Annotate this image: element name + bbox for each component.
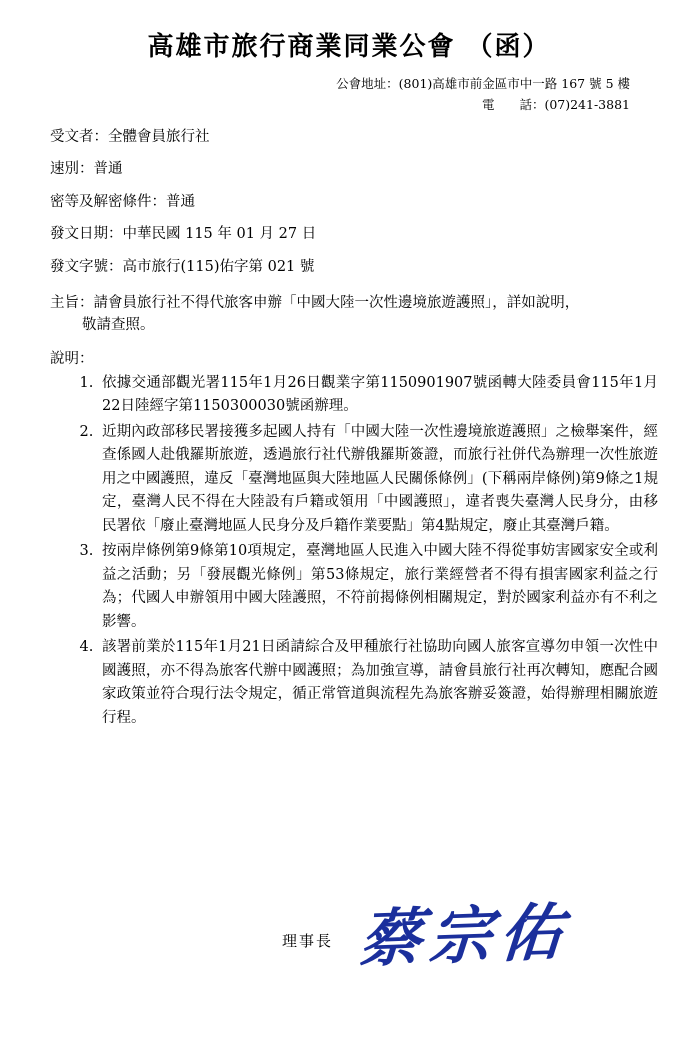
subject-block: [50, 292, 658, 337]
page-title: 高雄市旅行商業同業公會 （函）: [147, 32, 551, 62]
field-recipient: 受文者：全體會員旅行社: [50, 128, 210, 145]
field-document-number: 發文字號：高市旅行(115)佑字第 021 號: [50, 258, 315, 275]
association-phone: 電 話：(07)241-3881: [481, 97, 630, 113]
field-classification: 密等及解密條件：普通: [50, 193, 195, 210]
explanation-list: [40, 372, 658, 730]
subject-line-1: 主旨：請會員旅行社不得代旅客申辦「中國大陸一次性邊境旅遊護照」，詳如說明，: [50, 295, 580, 311]
association-contact-block: [40, 73, 630, 116]
signature-name: 蔡宗佑: [356, 895, 573, 976]
list-item: 3. 按兩岸條例第9條第10項規定，臺灣地區人民進入中國大陸不得從事妨害國家安全或利益之活動；另「發展觀光條例」第53條規定，旅行業經營者不得有損害國家利益之行為；代國人申辦領用中國大陸護照，不符前揭條例相關規定，對於國家利益亦有不利之影響。: [98, 540, 658, 634]
document-fields: [40, 130, 658, 275]
list-item: 2. 近期內政部移民署接獲多起國人持有「中國大陸一次性邊境旅遊護照」之檢舉案件，經查係國人赴俄羅斯旅遊，透過旅行社代辦俄羅斯簽證，而旅行社併代為辦理一次性旅遊用之中國護照，違反「臺灣地區與大陸地區人民關係條例」(下稱兩岸條例)第9條之1規定，臺灣人民不得在大陸設有戶籍或領用「中國護照」，違者喪失臺灣人民身分，由移民署依「廢止臺灣地區人民身分及戶籍作業要點」第4點規定，廢止其臺灣戶籍。: [98, 421, 658, 538]
association-address: 公會地址：(801)高雄市前金區市中一路 167 號 5 樓: [336, 76, 630, 91]
list-item: 4. 該署前業於115年1月21日函請綜合及甲種旅行社協助向國人旅客宣導勿申領一次性中國護照，亦不得為旅客代辦中國護照；為加強宣導，請會員旅行社再次轉知，應配合國家政策並符合現行法令規定，循正常管道與流程先為旅客辦妥簽證，始得辦理相關旅遊行程。: [98, 636, 658, 730]
document-page: [0, 26, 698, 1050]
list-item: 1. 依據交通部觀光署115年1月26日觀業字第1150901907號函轉大陸委員會115年1月22日陸經字第1150300030號函辦理。: [98, 372, 658, 419]
subject-line-2: 敬請查照。: [82, 317, 155, 334]
field-speed: 速別：普通: [50, 161, 123, 177]
explanation-label: 說明：: [50, 350, 94, 367]
field-issue-date: 發文日期：中華民國 115 年 01 月 27 日: [50, 226, 317, 242]
signature-title: 理事長: [282, 932, 334, 950]
signature-area: [0, 872, 698, 992]
